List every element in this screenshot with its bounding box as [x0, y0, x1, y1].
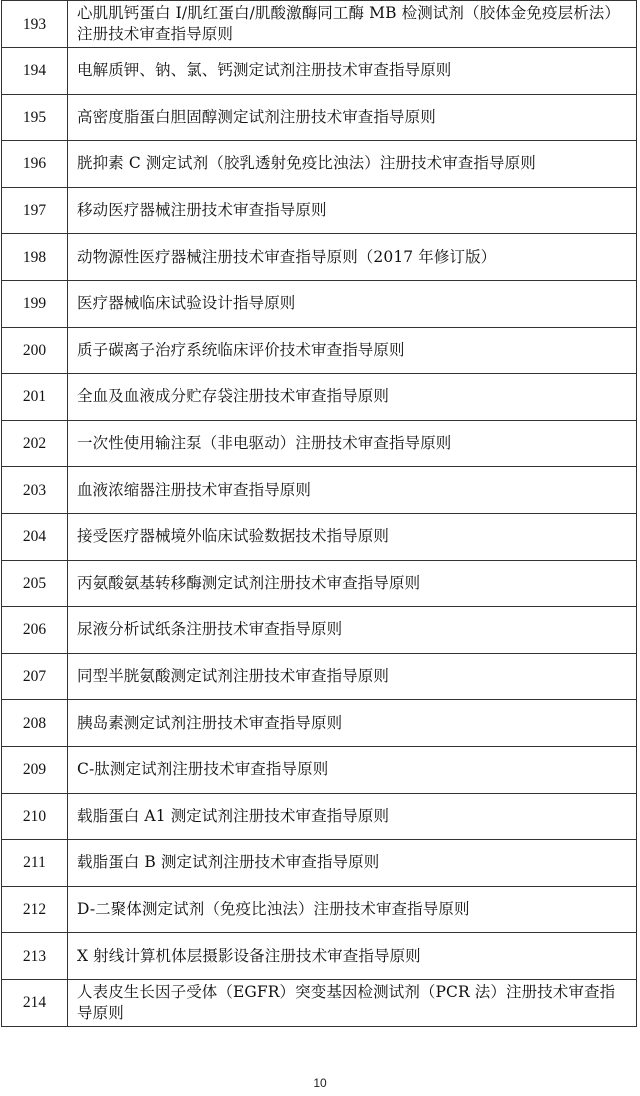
- table-row: [2, 280, 637, 327]
- guideline-title: 医疗器械临床试验设计指导原则: [68, 280, 637, 327]
- guideline-title: 心肌肌钙蛋白 I/肌红蛋白/肌酸激酶同工酶 MB 检测试剂（胶体金免疫层析法）注册技术审查指导原则: [68, 1, 637, 48]
- guideline-title: 动物源性医疗器械注册技术审查指导原则（2017 年修订版）: [68, 234, 637, 281]
- table-row: [2, 560, 637, 607]
- table-row: [2, 467, 637, 514]
- guideline-title: 一次性使用输注泵（非电驱动）注册技术审查指导原则: [68, 420, 637, 467]
- guideline-title: 载脂蛋白 A1 测定试剂注册技术审查指导原则: [68, 793, 637, 840]
- guideline-title: 高密度脂蛋白胆固醇测定试剂注册技术审查指导原则: [68, 94, 637, 141]
- table-row: [2, 1, 637, 48]
- guideline-title: X 射线计算机体层摄影设备注册技术审查指导原则: [68, 933, 637, 980]
- guideline-title: C-肽测定试剂注册技术审查指导原则: [68, 746, 637, 793]
- table-row: [2, 327, 637, 374]
- table-row: [2, 979, 637, 1026]
- row-number: 201: [2, 374, 68, 421]
- table-row: [2, 746, 637, 793]
- row-number: 196: [2, 141, 68, 188]
- guideline-title: 全血及血液成分贮存袋注册技术审查指导原则: [68, 374, 637, 421]
- guideline-title: 载脂蛋白 B 测定试剂注册技术审查指导原则: [68, 840, 637, 887]
- guideline-title: 接受医疗器械境外临床试验数据技术指导原则: [68, 513, 637, 560]
- row-number: 194: [2, 48, 68, 95]
- table-row: [2, 234, 637, 281]
- table-row: [2, 374, 637, 421]
- row-number: 197: [2, 187, 68, 234]
- row-number: 213: [2, 933, 68, 980]
- row-number: 193: [2, 1, 68, 48]
- row-number: 203: [2, 467, 68, 514]
- guideline-table: [1, 0, 637, 1027]
- guideline-title: D-二聚体测定试剂（免疫比浊法）注册技术审查指导原则: [68, 886, 637, 933]
- guideline-title: 质子碳离子治疗系统临床评价技术审查指导原则: [68, 327, 637, 374]
- guideline-title: 胱抑素 C 测定试剂（胶乳透射免疫比浊法）注册技术审查指导原则: [68, 141, 637, 188]
- row-number: 198: [2, 234, 68, 281]
- row-number: 214: [2, 979, 68, 1026]
- row-number: 211: [2, 840, 68, 887]
- row-number: 205: [2, 560, 68, 607]
- table-row: [2, 933, 637, 980]
- row-number: 207: [2, 653, 68, 700]
- table-row: [2, 607, 637, 654]
- table-row: [2, 793, 637, 840]
- row-number: 200: [2, 327, 68, 374]
- row-number: 206: [2, 607, 68, 654]
- guideline-title: 血液浓缩器注册技术审查指导原则: [68, 467, 637, 514]
- guideline-title: 丙氨酸氨基转移酶测定试剂注册技术审查指导原则: [68, 560, 637, 607]
- row-number: 212: [2, 886, 68, 933]
- table-row: [2, 840, 637, 887]
- row-number: 209: [2, 746, 68, 793]
- guideline-title: 电解质钾、钠、氯、钙测定试剂注册技术审查指导原则: [68, 48, 637, 95]
- table-row: [2, 420, 637, 467]
- row-number: 204: [2, 513, 68, 560]
- row-number: 199: [2, 280, 68, 327]
- row-number: 202: [2, 420, 68, 467]
- guideline-title: 移动医疗器械注册技术审查指导原则: [68, 187, 637, 234]
- table-row: [2, 653, 637, 700]
- table-row: [2, 886, 637, 933]
- guideline-title: 尿液分析试纸条注册技术审查指导原则: [68, 607, 637, 654]
- row-number: 208: [2, 700, 68, 747]
- table-row: [2, 48, 637, 95]
- guideline-title: 人表皮生长因子受体（EGFR）突变基因检测试剂（PCR 法）注册技术审查指导原则: [68, 979, 637, 1026]
- guideline-title: 同型半胱氨酸测定试剂注册技术审查指导原则: [68, 653, 637, 700]
- guideline-title: 胰岛素测定试剂注册技术审查指导原则: [68, 700, 637, 747]
- page-number: 10: [313, 1076, 327, 1090]
- row-number: 195: [2, 94, 68, 141]
- table-row: [2, 94, 637, 141]
- table-row: [2, 141, 637, 188]
- table-row: [2, 513, 637, 560]
- table-row: [2, 700, 637, 747]
- row-number: 210: [2, 793, 68, 840]
- table-row: [2, 187, 637, 234]
